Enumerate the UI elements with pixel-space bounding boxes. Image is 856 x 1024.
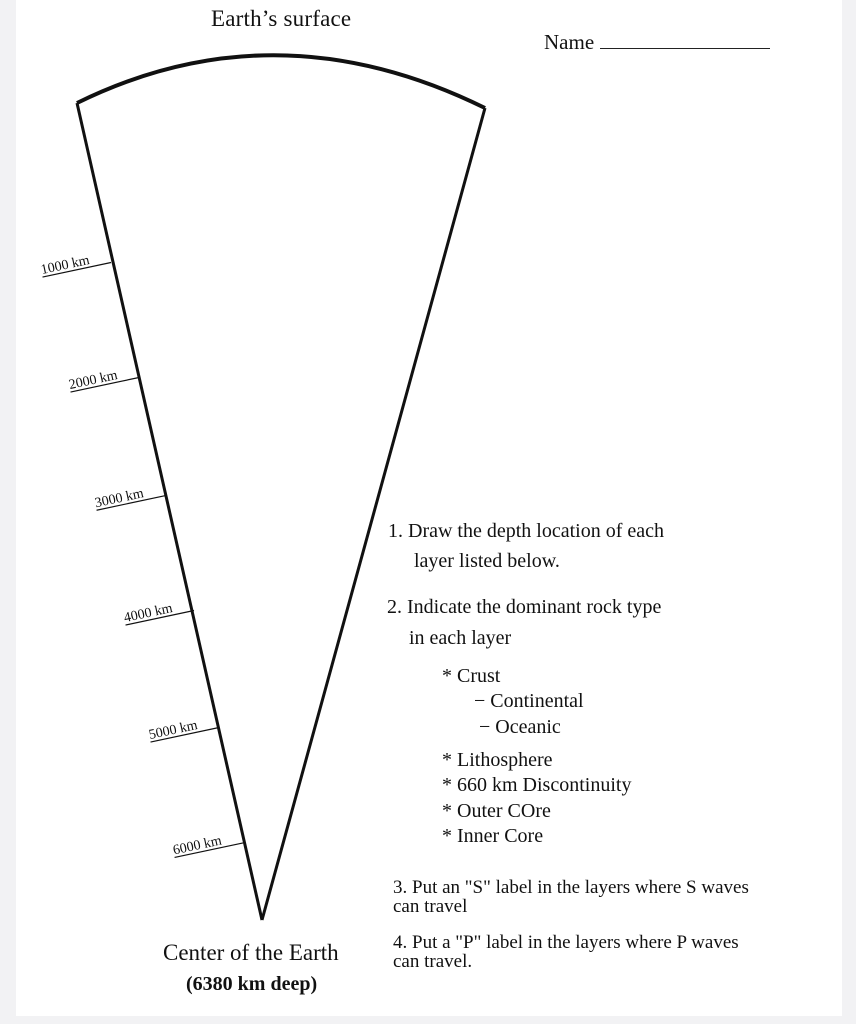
- layer-continental: − Continental: [474, 690, 584, 712]
- center-of-earth-label: Center of the Earth: [163, 940, 339, 965]
- layer-oceanic: − Oceanic: [479, 716, 561, 738]
- depth-mark-1000: [40, 249, 112, 278]
- depth-mark-4000: [123, 597, 195, 626]
- depth-mark-6000: [172, 829, 244, 858]
- layer-outer-core: * Outer COre: [442, 800, 551, 822]
- depth-label-5000: 5000 km: [147, 718, 200, 744]
- question-1-line-2: layer listed below.: [414, 550, 560, 572]
- question-1-line-1: 1. Draw the depth location of each: [388, 520, 665, 542]
- name-label: Name: [544, 30, 595, 54]
- layer-inner-core: * Inner Core: [442, 825, 544, 847]
- question-4-line-1: 4. Put a "P" label in the layers where P waves: [393, 932, 739, 953]
- question-2-line-2: in each layer: [409, 627, 512, 649]
- depth-label-3000: 3000 km: [93, 486, 146, 512]
- depth-label-4000: 4000 km: [122, 601, 175, 627]
- question-4-line-2: can travel.: [393, 951, 473, 972]
- center-depth-label: (6380 km deep): [186, 973, 318, 995]
- depth-label-1000: 1000 km: [39, 253, 92, 279]
- depth-mark-2000: [68, 364, 140, 393]
- depth-mark-5000: [148, 714, 220, 743]
- surface-arc: [77, 55, 485, 108]
- question-3-line-1: 3. Put an "S" label in the layers where S waves: [393, 877, 749, 898]
- earth-surface-label: Earth’s surface: [211, 6, 352, 31]
- depth-label-6000: 6000 km: [171, 833, 224, 859]
- layer-crust: * Crust: [442, 665, 501, 687]
- depth-label-2000: 2000 km: [67, 368, 120, 394]
- question-2-line-1: 2. Indicate the dominant rock type: [387, 596, 662, 618]
- wedge-left-edge: [77, 103, 262, 920]
- depth-mark-3000: [94, 482, 166, 511]
- question-3-line-2: can travel: [393, 896, 468, 917]
- layer-660km-discontinuity: * 660 km Discontinuity: [442, 774, 632, 796]
- layer-lithosphere: * Lithosphere: [442, 749, 553, 771]
